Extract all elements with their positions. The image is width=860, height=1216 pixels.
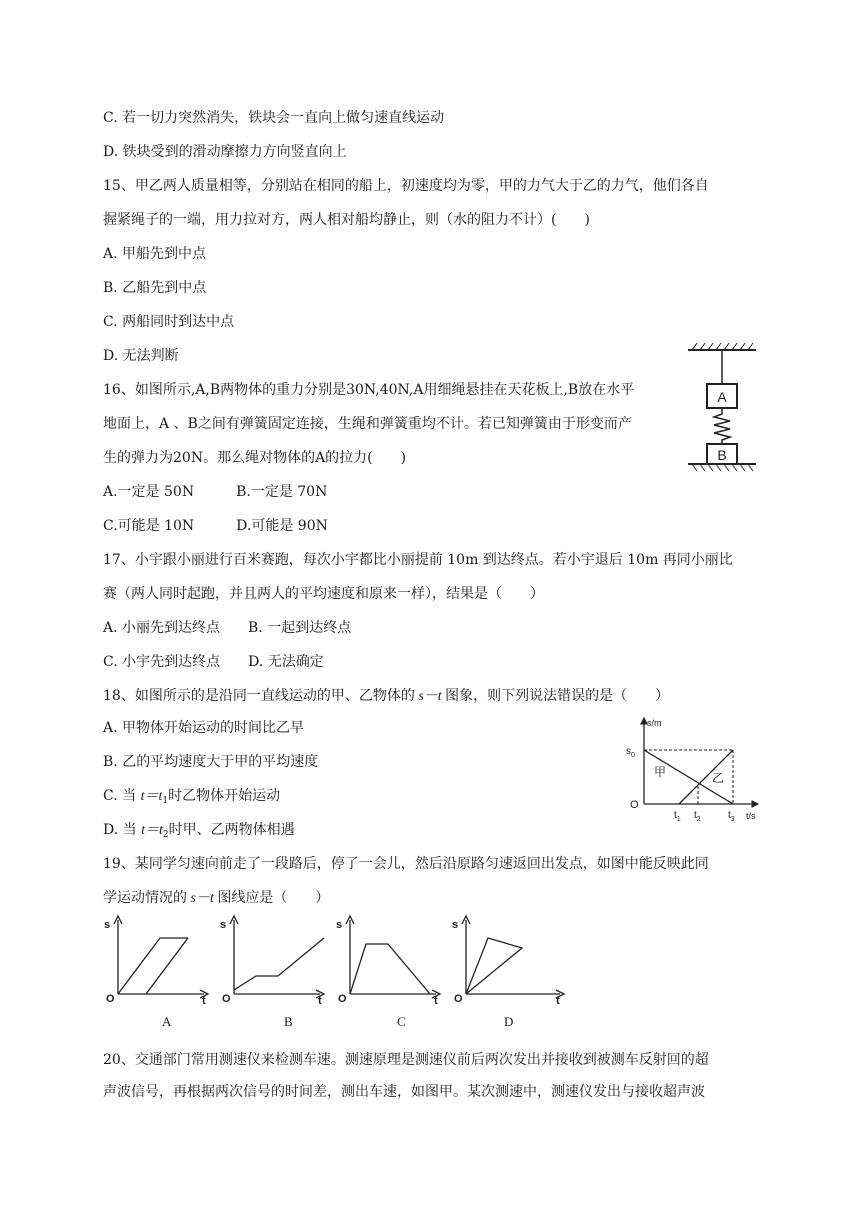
origin: O xyxy=(106,993,115,1004)
t2-label xyxy=(694,810,701,823)
t1-sub: 1 xyxy=(676,816,681,823)
t2-main: t xyxy=(694,810,697,821)
q15-stem-line2: 握紧绳子的一端，用力拉对方，两人相对船均静止，则（水的阻力不计）( ) xyxy=(103,212,590,228)
q16-stem-line2: 地面上，A 、B之间有弹簧固定连接，生绳和弹簧重均不计。若已知弹簧由于形变而产 xyxy=(103,416,632,432)
origin: O xyxy=(222,993,231,1004)
q19-graph-a xyxy=(100,912,212,1004)
q19-label-b: B xyxy=(284,1014,293,1029)
block-a-label: A xyxy=(717,389,727,405)
s0-main: s xyxy=(626,746,631,757)
q16-stem-line1: 16、如图所示,A,B两物体的重力分别是30N,40N,A用细绳悬挂在天花板上,B放在水平 xyxy=(103,382,635,398)
q18-option-c xyxy=(103,786,280,811)
axis-t: t xyxy=(434,995,438,1004)
q14-option-c: C. 若一切力突然消失，铁块会一直向上做匀速直线运动 xyxy=(103,110,445,126)
q19-graph-b xyxy=(216,912,328,1004)
q18-option-d-sub: 2 xyxy=(162,830,169,840)
q17-options-cd: C. 小宇先到达终点 D. 无法确定 xyxy=(103,654,324,670)
axis-s: s xyxy=(220,919,227,931)
q19-stem-pre: 学运动情况的 xyxy=(103,890,187,906)
q17-stem-line2: 赛（两人同时起跑，并且两人的平均速度和原来一样），结果是（ ） xyxy=(103,586,544,602)
origin-label: O xyxy=(630,799,639,811)
q19-label-d: D xyxy=(504,1014,514,1029)
q18-stem-post: 图象，则下列说法错误的是（ ） xyxy=(445,688,670,704)
q19-stem-line1: 19、某同学匀速向前走了一段路后，停了一会儿，然后沿原路匀速返回出发点，如图中能反映此同 xyxy=(103,856,709,872)
axis-s: s xyxy=(336,919,343,931)
q15-option-c: C. 两船同时到达中点 xyxy=(103,314,235,330)
yi-label: 乙 xyxy=(712,771,725,785)
q17-options-ab: A. 小丽先到达终点 B. 一起到达终点 xyxy=(103,620,352,636)
t3-sub: 3 xyxy=(730,816,735,823)
x-axis-label: t/s xyxy=(746,811,756,821)
axis-s: s xyxy=(104,919,111,931)
jia-label: 甲 xyxy=(654,765,667,779)
q17-stem-line1: 17、小宇跟小丽进行百米赛跑，每次小宇都比小丽提前 10m 到达终点。若小宇退后 10m 再同小丽比 xyxy=(103,552,733,568)
axis-t: t xyxy=(318,995,322,1004)
q18-option-d-var: t＝t xyxy=(141,823,163,838)
s0-label xyxy=(626,746,635,759)
q18-stem-pre: 18、如图所示的是沿同一直线运动的甲、乙物体的 xyxy=(103,688,415,704)
t1-label xyxy=(674,810,681,823)
origin: O xyxy=(338,993,347,1004)
q19-stem-var: s－t xyxy=(187,891,218,906)
q15-stem-line1: 15、甲乙两人质量相等，分别站在相同的船上，初速度均为零，甲的力气大于乙的力气，他们各自 xyxy=(103,178,709,194)
y-axis-label: s/m xyxy=(647,718,662,728)
q18-stem xyxy=(103,686,669,707)
q19-graph-d xyxy=(448,912,568,1004)
t1-main: t xyxy=(674,810,677,821)
q14-option-d: D. 铁块受到的滑动摩擦力方向竖直向上 xyxy=(103,144,347,160)
q18-option-d xyxy=(103,820,295,845)
q19-label-c: C xyxy=(397,1014,406,1029)
q18-option-d-pre: D. 当 xyxy=(103,822,142,838)
yi-line xyxy=(679,750,733,804)
q18-option-c-sub: 1 xyxy=(162,796,169,806)
q20-stem-line2: 声波信号，再根据两次信号的时间差，测出车速，如图甲。某次测速中，测速仪发出与接收超声波 xyxy=(103,1084,705,1100)
q16-options-cd: C.可能是 10N D.可能是 90N xyxy=(103,518,328,534)
s0-sub: 0 xyxy=(631,752,635,759)
origin: O xyxy=(454,993,463,1004)
q19-stem-line2 xyxy=(103,888,329,909)
q18-stem-var: s－t xyxy=(414,689,446,704)
q18-st-graph xyxy=(620,712,765,824)
q15-option-d: D. 无法判断 xyxy=(103,348,179,364)
axis-t: t xyxy=(556,995,560,1004)
q19-graph-c xyxy=(332,912,444,1004)
q18-option-c-pre: C. 当 xyxy=(103,788,141,804)
q18-option-b: B. 乙的平均速度大于甲的平均速度 xyxy=(103,754,319,770)
q19-label-a: A xyxy=(162,1014,172,1029)
t3-main: t xyxy=(728,810,731,821)
q18-option-c-var: t＝t xyxy=(140,789,163,804)
q15-option-b: B. 乙船先到中点 xyxy=(103,280,207,296)
axis-s: s xyxy=(452,919,459,931)
q18-option-c-post: 时乙物体开始运动 xyxy=(168,788,281,804)
q16-spring-figure xyxy=(686,342,758,472)
q19-stem-post: 图线应是（ ） xyxy=(217,890,330,906)
t2-sub: 2 xyxy=(696,816,701,823)
q18-option-d-post: 时甲、乙两物体相遇 xyxy=(168,822,295,838)
block-b-label: B xyxy=(717,447,727,463)
q20-stem-line1: 20、交通部门常用测速仪来检测车速。测速原理是测速仪前后两次发出并接收到被测车反射回的超 xyxy=(103,1052,709,1068)
t3-label xyxy=(728,810,735,823)
q16-options-ab: A.一定是 50N B.一定是 70N xyxy=(103,484,328,500)
q15-option-a: A. 甲船先到中点 xyxy=(103,246,207,262)
axis-t: t xyxy=(202,995,206,1004)
q16-stem-line3: 生的弹力为20N。那么绳对物体的A的拉力( ) xyxy=(103,450,407,466)
q18-option-a: A. 甲物体开始运动的时间比乙早 xyxy=(103,720,305,736)
